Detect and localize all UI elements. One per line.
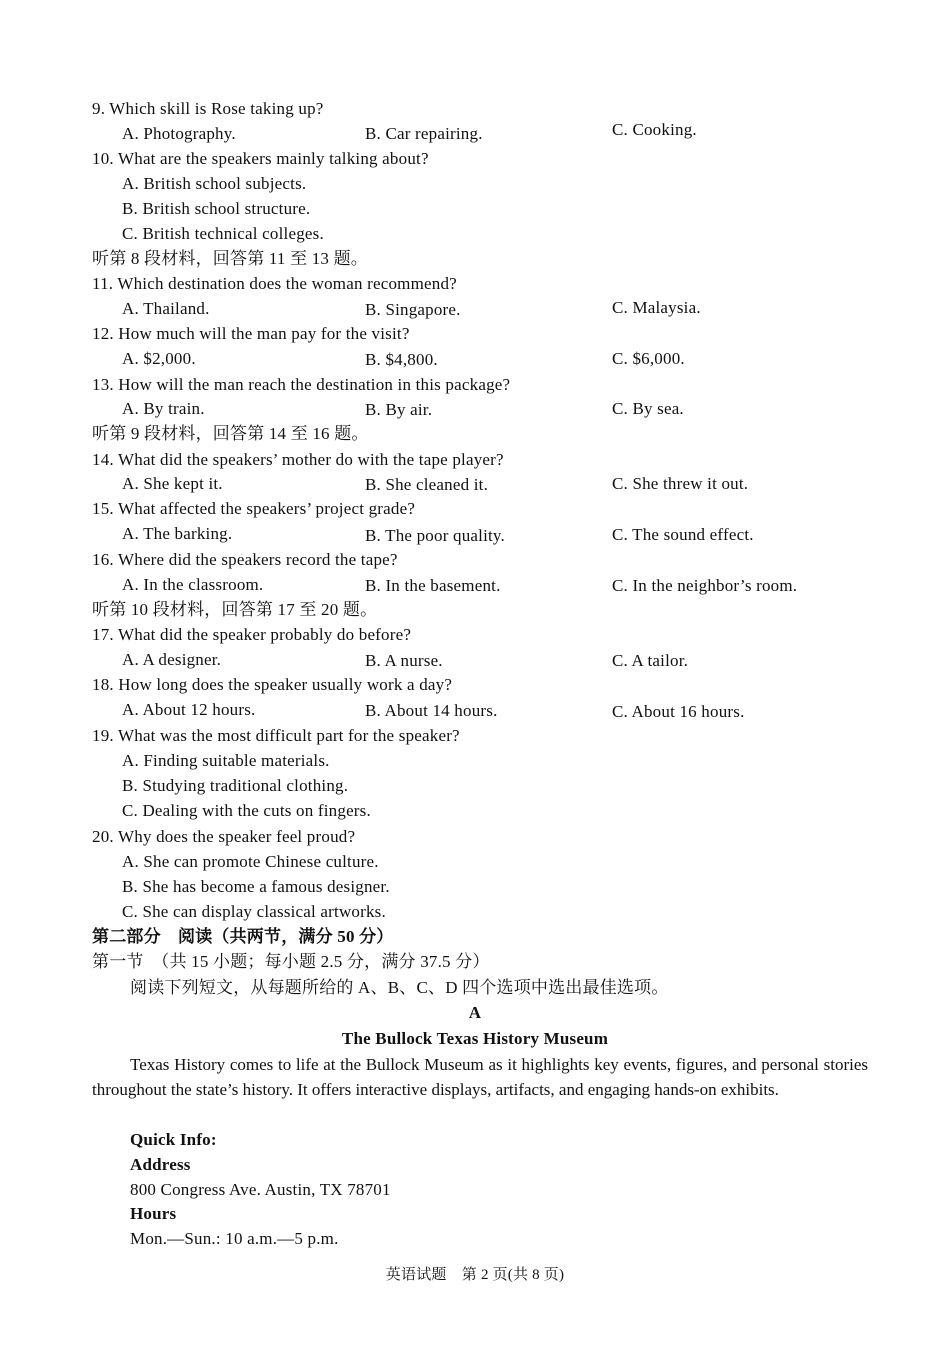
- question-20-option-b: B. She has become a famous designer.: [122, 877, 390, 896]
- question-9-option-b: B. Car repairing.: [365, 124, 483, 143]
- question-9-option-c: C. Cooking.: [612, 120, 697, 139]
- question-10-option-c: C. British technical colleges.: [122, 224, 324, 243]
- hours-label: Hours: [130, 1204, 177, 1223]
- question-14-stem: 14. What did the speakers’ mother do with the tape player?: [92, 450, 504, 469]
- question-13-option-c: C. By sea.: [612, 399, 684, 418]
- question-17-option-c: C. A tailor.: [612, 651, 689, 670]
- section-8-header: 听第 8 段材料，回答第 11 至 13 题。: [92, 249, 368, 268]
- question-17-option-b: B. A nurse.: [365, 651, 443, 670]
- question-12-stem: 12. How much will the man pay for the visit?: [92, 324, 410, 343]
- question-13-option-a: A. By train.: [122, 399, 205, 418]
- question-16-option-c: C. In the neighbor’s room.: [612, 576, 798, 595]
- question-9-stem: 9. Which skill is Rose taking up?: [92, 99, 324, 118]
- reading-instructions: 阅读下列短文，从每题所给的 A、B、C、D 四个选项中选出最佳选项。: [130, 978, 669, 997]
- question-18-option-b: B. About 14 hours.: [365, 701, 498, 720]
- address-value: 800 Congress Ave. Austin, TX 78701: [130, 1180, 391, 1199]
- section-9-header: 听第 9 段材料，回答第 14 至 16 题。: [92, 424, 369, 443]
- question-12-option-c: C. $6,000.: [612, 349, 685, 368]
- question-12-option-a: A. $2,000.: [122, 349, 196, 368]
- question-15-option-c: C. The sound effect.: [612, 525, 754, 544]
- question-11-stem: 11. Which destination does the woman recommend?: [92, 274, 457, 293]
- passage-intro: Texas History comes to life at the Bullock Museum as it highlights key events, figures, and personal stories throughout the state’s history. It offers interactive displays, artifacts, and engaging hands-on exhibits.: [92, 1055, 868, 1099]
- question-10-option-a: A. British school subjects.: [122, 174, 307, 193]
- question-18-stem: 18. How long does the speaker usually work a day?: [92, 675, 453, 694]
- question-17-option-a: A. A designer.: [122, 650, 222, 669]
- question-10-option-b: B. British school structure.: [122, 199, 311, 218]
- question-14-option-b: B. She cleaned it.: [365, 475, 489, 494]
- question-19-option-c: C. Dealing with the cuts on fingers.: [122, 801, 371, 820]
- question-19-option-a: A. Finding suitable materials.: [122, 751, 330, 770]
- question-15-option-b: B. The poor quality.: [365, 526, 505, 545]
- question-17-stem: 17. What did the speaker probably do before?: [92, 625, 412, 644]
- hours-value: Mon.—Sun.: 10 a.m.—5 p.m.: [130, 1229, 339, 1248]
- question-19-option-b: B. Studying traditional clothing.: [122, 776, 349, 795]
- question-13-option-b: B. By air.: [365, 400, 433, 419]
- section-1-title: 第一节 （共 15 小题；每小题 2.5 分，满分 37.5 分）: [92, 952, 490, 971]
- question-12-option-b: B. $4,800.: [365, 350, 438, 369]
- section-10-header: 听第 10 段材料，回答第 17 至 20 题。: [92, 600, 378, 619]
- passage-title: The Bullock Texas History Museum: [341, 1029, 609, 1048]
- question-11-option-a: A. Thailand.: [122, 299, 210, 318]
- question-20-option-c: C. She can display classical artworks.: [122, 902, 386, 921]
- question-13-stem: 13. How will the man reach the destination in this package?: [92, 375, 511, 394]
- question-15-stem: 15. What affected the speakers’ project grade?: [92, 499, 416, 518]
- part-2-title: 第二部分 阅读（共两节，满分 50 分）: [92, 927, 394, 946]
- question-18-option-c: C. About 16 hours.: [612, 702, 745, 721]
- question-11-option-b: B. Singapore.: [365, 300, 461, 319]
- question-10-stem: 10. What are the speakers mainly talking about?: [92, 149, 429, 168]
- question-14-option-c: C. She threw it out.: [612, 474, 749, 493]
- question-20-option-a: A. She can promote Chinese culture.: [122, 852, 379, 871]
- question-19-stem: 19. What was the most difficult part for the speaker?: [92, 726, 460, 745]
- question-9-option-a: A. Photography.: [122, 124, 236, 143]
- passage-letter: A: [468, 1003, 482, 1022]
- quick-info-label: Quick Info:: [130, 1130, 217, 1149]
- question-15-option-a: A. The barking.: [122, 524, 233, 543]
- question-18-option-a: A. About 12 hours.: [122, 700, 256, 719]
- address-label: Address: [130, 1155, 191, 1174]
- page-footer: 英语试题 第 2 页(共 8 页): [385, 1267, 565, 1283]
- question-16-option-a: A. In the classroom.: [122, 575, 264, 594]
- question-14-option-a: A. She kept it.: [122, 474, 223, 493]
- question-16-stem: 16. Where did the speakers record the tape?: [92, 550, 398, 569]
- question-11-option-c: C. Malaysia.: [612, 298, 701, 317]
- question-16-option-b: B. In the basement.: [365, 576, 501, 595]
- question-20-stem: 20. Why does the speaker feel proud?: [92, 827, 356, 846]
